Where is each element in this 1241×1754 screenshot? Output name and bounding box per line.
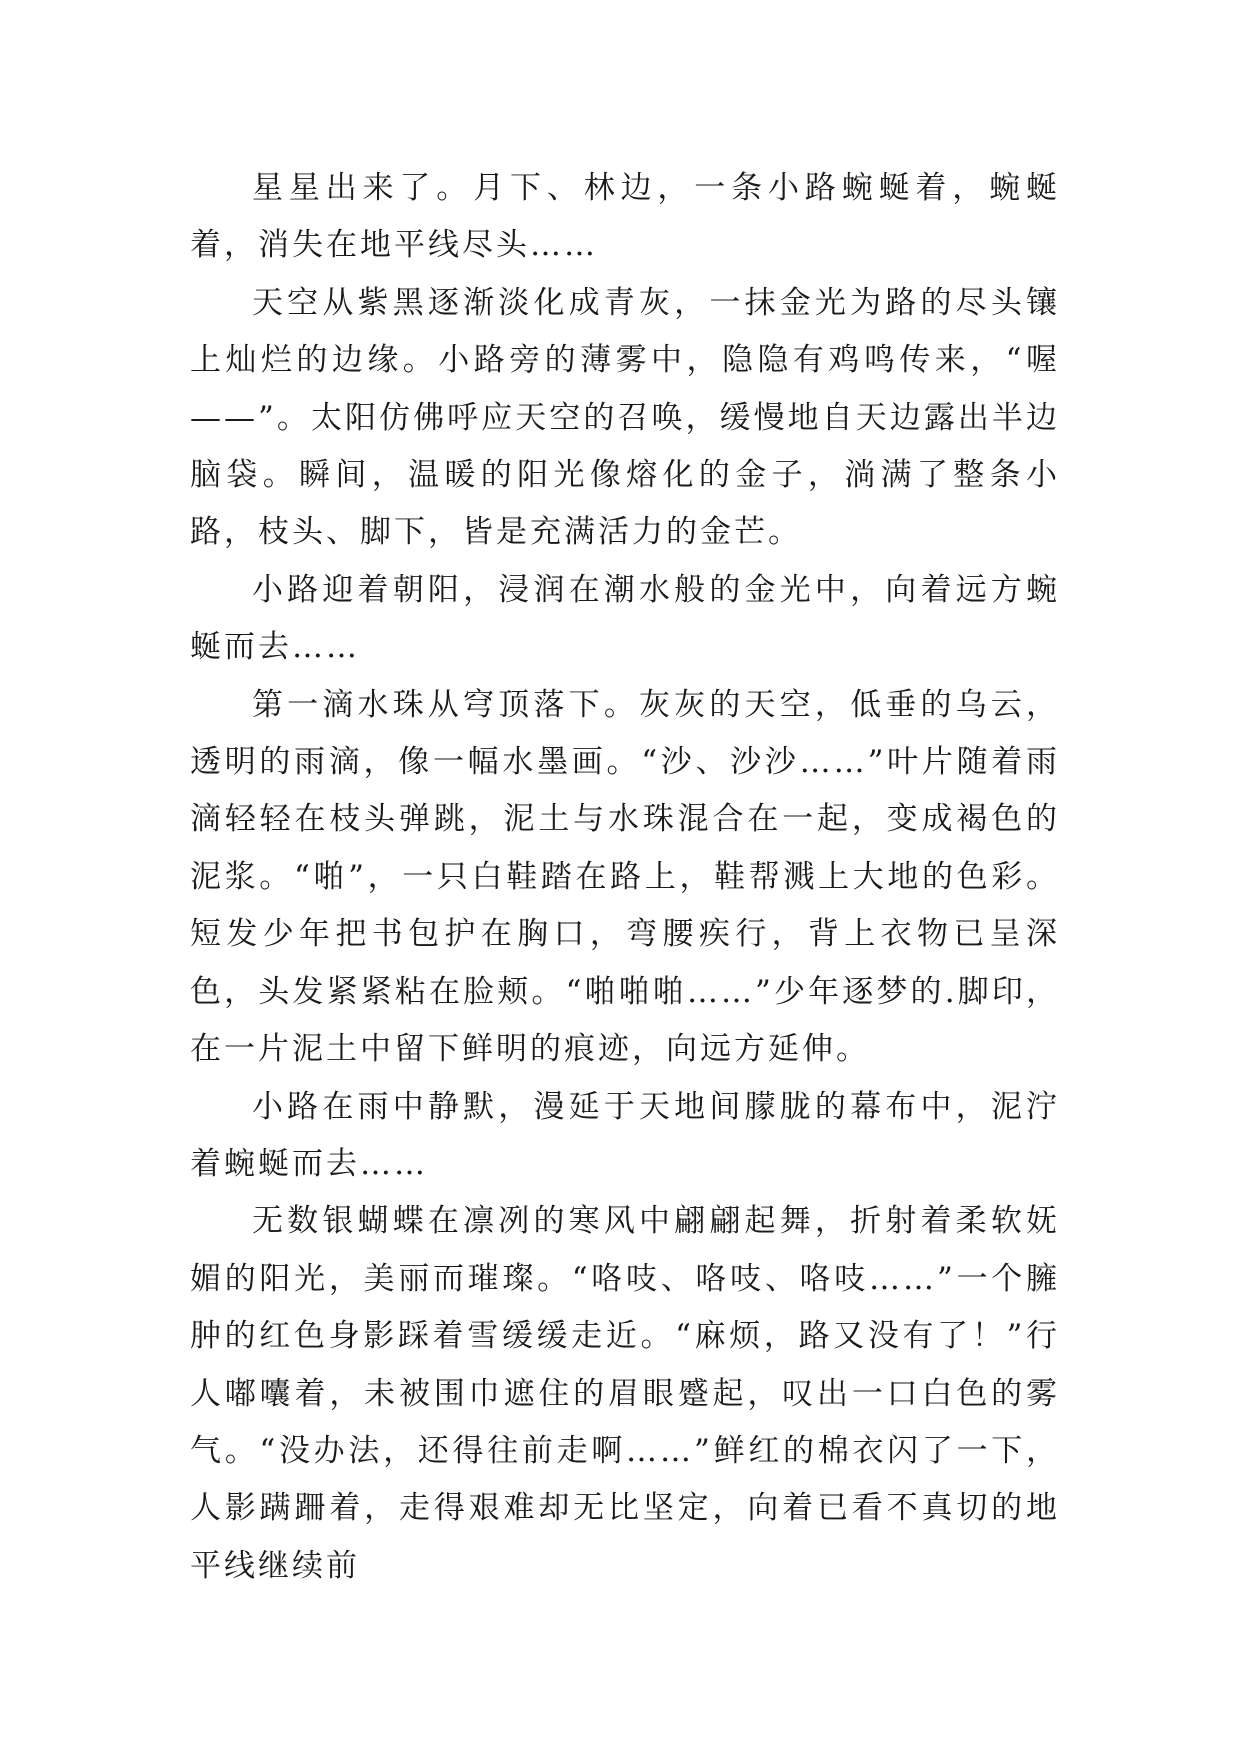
paragraph-4: 第一滴水珠从穹顶落下。灰灰的天空，低垂的乌云，透明的雨滴，像一幅水墨画。“沙、沙沙……”叶片随着雨滴轻轻在枝头弹跳，泥土与水珠混合在一起，变成褐色的泥浆。“啪”，一只白鞋踏在路上，鞋帮溅上大地的色彩。短发少年把书包护在胸口，弯腰疾行，背上衣物已呈深色，头发紧紧粘在脸颊。“啪啪啪……”少年逐梦的.脚印，在一片泥土中留下鲜明的痕迹，向远方延伸。 bbox=[190, 686, 1060, 1068]
paragraph-5: 小路在雨中静默，漫延于天地间朦胧的幕布中，泥泞着蜿蜒而去…… bbox=[190, 1088, 1060, 1182]
paragraph-6: 无数银蝴蝶在凛冽的寒风中翩翩起舞，折射着柔软妩媚的阳光，美丽而璀璨。“咯吱、咯吱、咯吱……”一个臃肿的红色身影踩着雪缓缓走近。“麻烦，路又没有了！”行人嘟囔着，未被围巾遮住的眉眼蹙起，叹出一口白色的雾气。“没办法，还得往前走啊……”鲜红的棉衣闪了一下，人影蹒跚着，走得艰难却无比坚定，向着已看不真切的地平线继续前 bbox=[190, 1203, 1060, 1584]
paragraph-2: 天空从紫黑逐渐淡化成青灰，一抹金光为路的尽头镶上灿烂的边缘。小路旁的薄雾中，隐隐有鸡鸣传来，“喔——”。太阳仿佛呼应天空的召唤，缓慢地自天边露出半边脑袋。瞬间，温暖的阳光像熔化的金子，淌满了整条小路，枝头、脚下，皆是充满活力的金芒。 bbox=[190, 284, 1060, 551]
article-body bbox=[190, 160, 1060, 1595]
paragraph-3: 小路迎着朝阳，浸润在潮水般的金光中，向着远方蜿蜒而去…… bbox=[190, 571, 1060, 666]
paragraph-1: 星星出来了。月下、林边，一条小路蜿蜒着，蜿蜒着，消失在地平线尽头…… bbox=[190, 170, 1060, 264]
